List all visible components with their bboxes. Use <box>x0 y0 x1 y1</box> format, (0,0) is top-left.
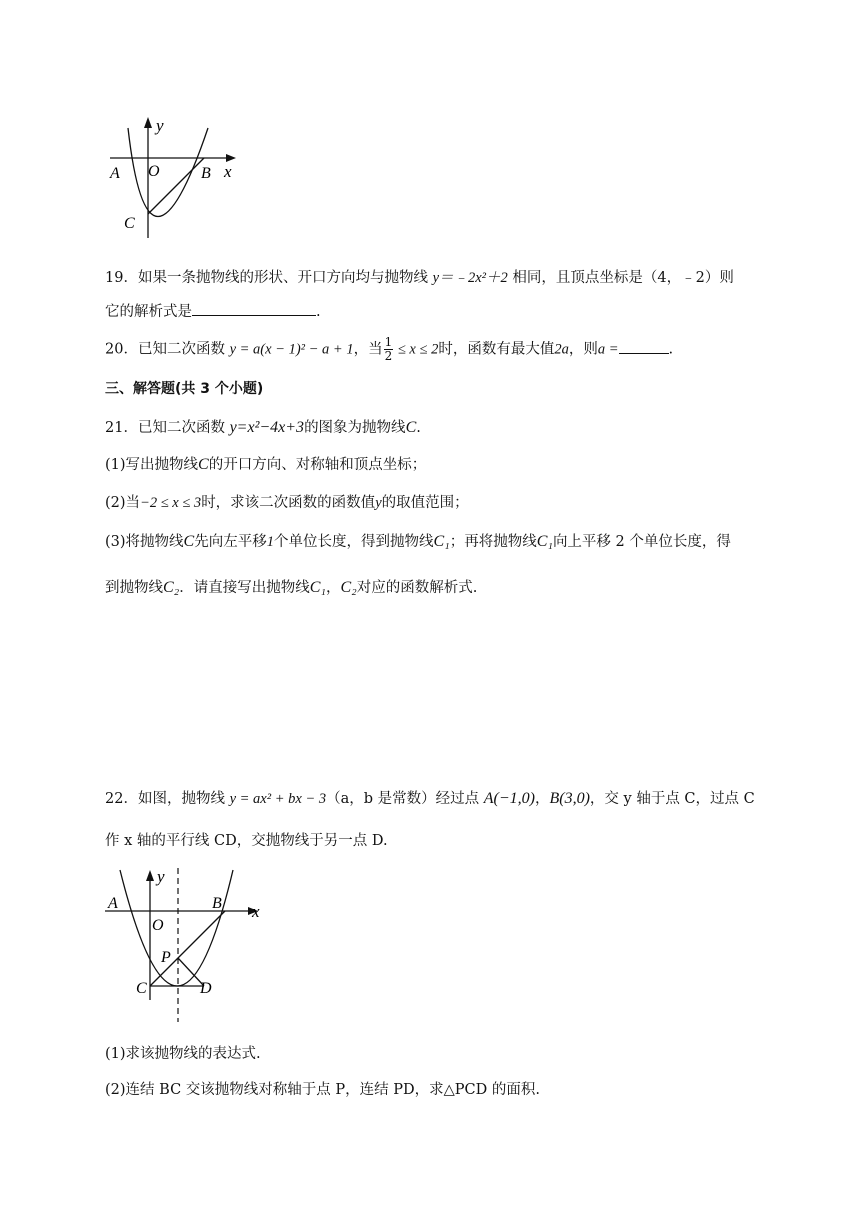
q21-p3-line2-b: ．请直接写出抛物线 <box>179 580 310 596</box>
q21-p3-c1: C₁ <box>433 533 450 550</box>
q21-p3-one: 1 <box>266 534 274 550</box>
figure-parabola-pcd <box>100 862 270 1026</box>
q21-p2-cond: −2 ≤ x ≤ 3 <box>140 495 202 511</box>
q20-formula: y = a(x − 1)² − a + 1 <box>229 341 354 358</box>
q21-p3-a: (3)将抛物线 <box>105 534 184 550</box>
q19-line2 <box>105 301 321 322</box>
q22-part1: (1)求该抛物线的表达式. <box>105 1046 261 1062</box>
q21-p1-a: (1)写出抛物线 <box>105 457 199 473</box>
q19-number: 19． <box>105 270 138 286</box>
q20-max: 2a <box>554 341 569 358</box>
q21-p2-var: y <box>375 495 382 511</box>
q20-number: 20． <box>105 341 138 358</box>
fig2-label-y: y <box>157 867 165 886</box>
q21-p3-curve: C <box>183 533 195 550</box>
q20-fraction <box>384 336 394 363</box>
q21-p3-b: 先向左平移 <box>194 534 267 550</box>
q20-cond: ≤ x ≤ 2 <box>394 341 439 358</box>
q21-intro-c: . <box>416 420 421 436</box>
q19-text-b: 相同，且顶点坐标是（4，﹣2）则 <box>507 270 734 286</box>
fig2-label-x: x <box>252 902 260 921</box>
q19-text-a: 如果一条抛物线的形状、开口方向均与抛物线 <box>137 270 433 286</box>
q20-line <box>105 336 673 363</box>
q21-intro-b: 的图象为抛物线 <box>304 420 406 436</box>
q22-number: 22． <box>105 791 138 807</box>
fig2-label-p: P <box>161 949 171 966</box>
q22-intro-b: （a，b 是常数）经过点 <box>326 791 484 807</box>
q21-intro <box>105 418 421 438</box>
q20-text-c: 时，函数有最大值 <box>438 341 555 358</box>
fig1-label-c: C <box>124 215 135 232</box>
section3-title: 三、解答题(共 3 个小题) <box>105 381 264 397</box>
q21-part2 <box>105 493 469 513</box>
q21-p3-line2-a: 到抛物线 <box>105 580 163 596</box>
q22-intro-c: ，交 y 轴于点 C，过点 C <box>589 791 755 807</box>
q21-number: 21． <box>105 420 138 436</box>
fig1-label-b: B <box>201 165 211 182</box>
q20-end: . <box>668 341 674 358</box>
q21-p3-e: 向上平移 2 个单位长度，得 <box>552 534 731 550</box>
q21-p1-curve: C <box>198 456 209 473</box>
q22-point-b: B(3,0) <box>549 790 590 807</box>
q20-text-d: ，则 <box>568 341 598 358</box>
fig2-label-a: A <box>108 895 118 912</box>
q22-line2: 作 x 轴的平行线 CD，交抛物线于另一点 D. <box>105 833 388 849</box>
fig1-label-x: x <box>224 162 232 181</box>
q20-frac-den: 2 <box>384 349 393 363</box>
q21-p2-c: 的取值范围； <box>381 495 469 511</box>
q21-p3-d: ；再将抛物线 <box>449 534 537 550</box>
q21-p3-line2-c1: C₁ <box>309 579 326 596</box>
q19-line2-text: 它的解析式是 <box>105 304 192 320</box>
q21-p3-line2-d: 对应的函数解析式. <box>356 580 478 596</box>
q19-formula: y＝﹣2x²＋2 <box>432 270 508 286</box>
q22-intro-a: 如图，抛物线 <box>137 791 230 807</box>
q19-line1 <box>105 268 734 288</box>
q21-curve: C <box>405 419 417 436</box>
q21-part3-line2 <box>105 578 477 598</box>
q22-part2: (2)连结 BC 交该抛物线对称轴于点 P，连结 PD，求△PCD 的面积. <box>105 1082 540 1098</box>
q22-formula: y = ax² + bx − 3 <box>229 791 327 807</box>
fig1-label-o: O <box>148 163 160 180</box>
q20-frac-num: 1 <box>384 335 393 349</box>
q21-p2-a: (2)当 <box>105 495 141 511</box>
q21-p1-b: 的开口方向、对称轴和顶点坐标； <box>208 457 427 473</box>
fig2-label-d: D <box>200 980 212 997</box>
q22-sep: ， <box>534 791 550 807</box>
q19-end: . <box>316 304 321 320</box>
q22-point-a: A(−1,0) <box>483 790 535 807</box>
q21-p3-line2-c: ， <box>325 580 341 596</box>
q21-p3-c: 个单位长度，得到抛物线 <box>273 534 434 550</box>
q20-var: a = <box>597 341 619 358</box>
fig2-label-c: C <box>136 980 147 997</box>
fig2-label-o: O <box>152 917 164 934</box>
q22-line1 <box>105 789 755 809</box>
q20-answer-blank[interactable] <box>619 339 669 354</box>
fig1-label-y: y <box>156 116 164 135</box>
q20-text-a: 已知二次函数 <box>137 341 230 358</box>
fig1-label-a: A <box>110 165 120 182</box>
q21-p2-b: 时，求该二次函数的函数值 <box>201 495 376 511</box>
q21-p3-line2-c2: C₂ <box>340 579 357 596</box>
q21-part3-line1 <box>105 532 731 552</box>
fig2-label-b: B <box>212 895 222 912</box>
q21-part1 <box>105 455 426 475</box>
q20-text-b: ，当 <box>353 341 383 358</box>
q19-answer-blank[interactable] <box>192 301 316 316</box>
q21-p3-c1b: C₁ <box>536 533 553 550</box>
figure-parabola-abc <box>100 110 245 245</box>
q21-intro-a: 已知二次函数 <box>137 420 230 436</box>
q21-p3-c2: C₂ <box>163 579 180 596</box>
q21-formula: y=x²−4x+3 <box>229 419 305 436</box>
